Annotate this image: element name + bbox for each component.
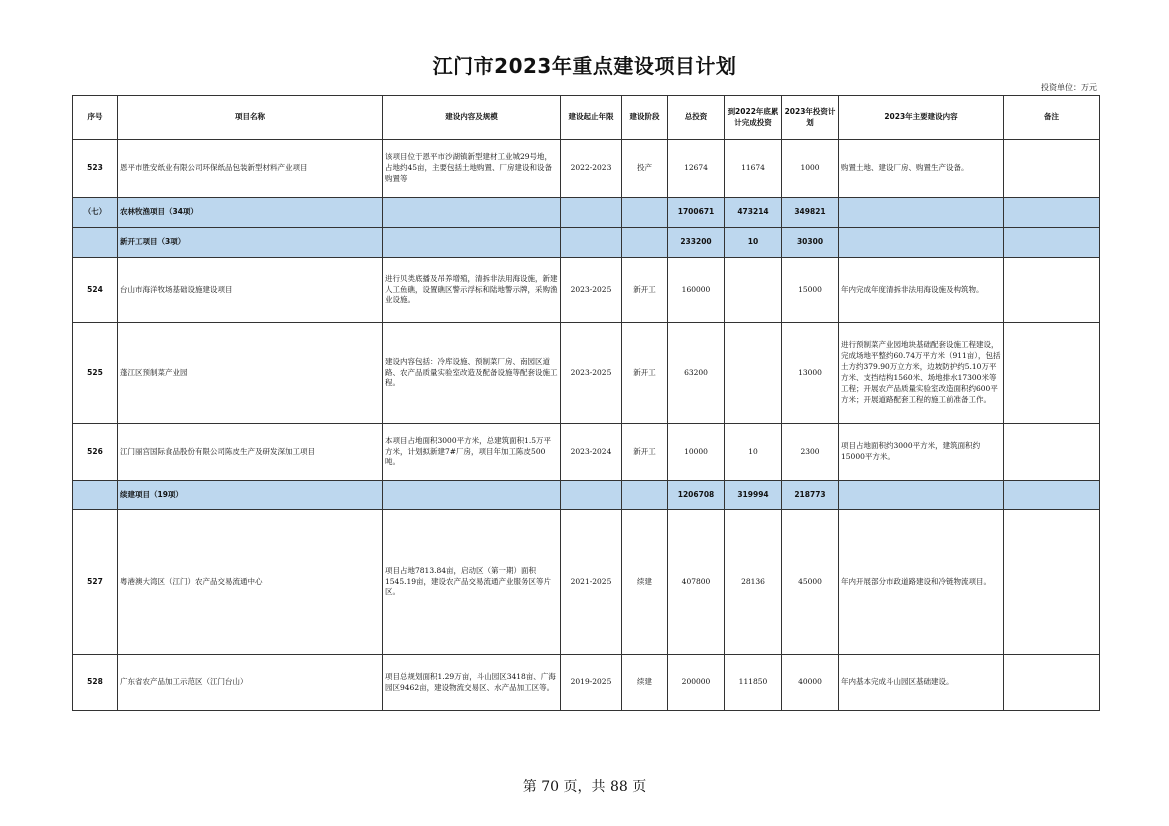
- cell-note: [1004, 258, 1100, 323]
- header-cell: 项目名称: [118, 96, 383, 140]
- cell-no: （七）: [73, 198, 118, 228]
- header-cell: 序号: [73, 96, 118, 140]
- cell-main: 年内开展部分市政道路建设和冷链物流项目。: [839, 510, 1004, 655]
- cell-total: 63200: [668, 323, 725, 424]
- cell-plan: 2300: [782, 424, 839, 481]
- cell-note: [1004, 140, 1100, 198]
- cell-plan: 30300: [782, 228, 839, 258]
- cell-plan: 349821: [782, 198, 839, 228]
- cell-no: 524: [73, 258, 118, 323]
- cell-name: 蓬江区预制菜产业园: [118, 323, 383, 424]
- cell-total: 200000: [668, 655, 725, 711]
- cell-content: 项目总规划面积1.29万亩，斗山园区3418亩、广海园区9462亩，建设物流交易区、水产品加工区等。: [383, 655, 561, 711]
- unit-label: 投资单位：万元: [1041, 83, 1097, 92]
- cell-total: 407800: [668, 510, 725, 655]
- cell-note: [1004, 228, 1100, 258]
- cell-done: [725, 258, 782, 323]
- cell-years: 2019-2025: [561, 655, 622, 711]
- project-table: [72, 95, 1100, 711]
- cell-no: 523: [73, 140, 118, 198]
- cell-plan: 15000: [782, 258, 839, 323]
- table-row: [73, 424, 1100, 481]
- header-cell: 总投资: [668, 96, 725, 140]
- header-cell: 2023年投资计划: [782, 96, 839, 140]
- cell-years: [561, 198, 622, 228]
- cell-no: [73, 481, 118, 510]
- cell-stage: 新开工: [622, 424, 668, 481]
- table-row: [73, 323, 1100, 424]
- cell-main: [839, 481, 1004, 510]
- cell-done: 10: [725, 424, 782, 481]
- cell-stage: [622, 228, 668, 258]
- cell-name: 粤港澳大湾区（江门）农产品交易流通中心: [118, 510, 383, 655]
- cell-content: [383, 228, 561, 258]
- cell-name: 农林牧渔项目（34项）: [118, 198, 383, 228]
- cell-total: 12674: [668, 140, 725, 198]
- cell-done: 473214: [725, 198, 782, 228]
- cell-no: 526: [73, 424, 118, 481]
- cell-done: 111850: [725, 655, 782, 711]
- cell-main: 进行预制菜产业园地块基础配套设施工程建设，完成场地平整约60.74万平方米（911亩），包括土方约379.90万立方米，边坡防护约5.10万平方米、支挡结构1560米、场地排水17300米等工程；开展农产品质量实验室改造面积约600平方米；开展道路配套工程的施工前准备工作。: [839, 323, 1004, 424]
- cell-years: 2023-2024: [561, 424, 622, 481]
- cell-no: 525: [73, 323, 118, 424]
- cell-name: 广东省农产品加工示范区（江门台山）: [118, 655, 383, 711]
- cell-main: 年内基本完成斗山园区基础建设。: [839, 655, 1004, 711]
- cell-years: 2022-2023: [561, 140, 622, 198]
- table-row: [73, 510, 1100, 655]
- cell-note: [1004, 198, 1100, 228]
- header-cell: 建设起止年限: [561, 96, 622, 140]
- cell-years: 2023-2025: [561, 258, 622, 323]
- cell-content: [383, 198, 561, 228]
- cell-plan: 40000: [782, 655, 839, 711]
- cell-main: 购置土地、建设厂房、购置生产设备。: [839, 140, 1004, 198]
- cell-done: 10: [725, 228, 782, 258]
- cell-total: 233200: [668, 228, 725, 258]
- cell-total: 1700671: [668, 198, 725, 228]
- cell-plan: 45000: [782, 510, 839, 655]
- cell-content: 项目占地7813.84亩，启动区（第一期）面积1545.19亩，建设农产品交易流通产业服务区等片区。: [383, 510, 561, 655]
- header-cell: 到2022年底累计完成投资: [725, 96, 782, 140]
- cell-content: 该项目位于恩平市沙湖镇新型建材工业城29号地，占地约45亩，主要包括土地购置、厂房建设和设备购置等: [383, 140, 561, 198]
- cell-plan: 1000: [782, 140, 839, 198]
- table-row: [73, 655, 1100, 711]
- cell-done: 319994: [725, 481, 782, 510]
- cell-stage: 新开工: [622, 323, 668, 424]
- cell-content: [383, 481, 561, 510]
- table-row: [73, 258, 1100, 323]
- cell-years: [561, 228, 622, 258]
- cell-done: 11674: [725, 140, 782, 198]
- cell-main: [839, 228, 1004, 258]
- cell-name: 续建项目（19项）: [118, 481, 383, 510]
- cell-stage: 续建: [622, 510, 668, 655]
- cell-main: [839, 198, 1004, 228]
- header-cell: 备注: [1004, 96, 1100, 140]
- header-cell: 2023年主要建设内容: [839, 96, 1004, 140]
- page-footer: 第 70 页，共 88 页: [522, 779, 647, 795]
- cell-years: 2023-2025: [561, 323, 622, 424]
- cell-stage: 续建: [622, 655, 668, 711]
- cell-no: [73, 228, 118, 258]
- cell-stage: 投产: [622, 140, 668, 198]
- cell-plan: 218773: [782, 481, 839, 510]
- cell-plan: 13000: [782, 323, 839, 424]
- table-row: [73, 140, 1100, 198]
- cell-name: 恩平市胜安纸业有限公司环保纸品包装新型材料产业项目: [118, 140, 383, 198]
- cell-name: 新开工项目（3项）: [118, 228, 383, 258]
- cell-content: 建设内容包括：冷库设施、预制菜厂房、南园区道路、农产品质量实验室改造及配备设施等配套设施工程。: [383, 323, 561, 424]
- cell-stage: 新开工: [622, 258, 668, 323]
- cell-note: [1004, 655, 1100, 711]
- header-cell: 建设阶段: [622, 96, 668, 140]
- group-row: [73, 481, 1100, 510]
- cell-total: 10000: [668, 424, 725, 481]
- cell-name: 江门丽宫国际食品股份有限公司陈皮生产及研发深加工项目: [118, 424, 383, 481]
- cell-total: 160000: [668, 258, 725, 323]
- cell-stage: [622, 481, 668, 510]
- cell-no: 528: [73, 655, 118, 711]
- page-title: 江门市2023年重点建设项目计划: [432, 54, 737, 78]
- cell-years: 2021-2025: [561, 510, 622, 655]
- cell-main: 年内完成年度清拆非法用海设施及构筑物。: [839, 258, 1004, 323]
- cell-main: 项目占地面积约3000平方米，建筑面积约15000平方米。: [839, 424, 1004, 481]
- cell-note: [1004, 323, 1100, 424]
- cell-total: 1206708: [668, 481, 725, 510]
- group-row: [73, 198, 1100, 228]
- cell-years: [561, 481, 622, 510]
- cell-name: 台山市海洋牧场基础设施建设项目: [118, 258, 383, 323]
- cell-content: 进行贝类底播及吊养增殖，清拆非法用海设施，新建人工鱼礁，设置礁区警示浮标和陆地警示牌，采购渔业设施。: [383, 258, 561, 323]
- cell-stage: [622, 198, 668, 228]
- cell-note: [1004, 481, 1100, 510]
- cell-done: [725, 323, 782, 424]
- cell-no: 527: [73, 510, 118, 655]
- header-row: [73, 96, 1100, 140]
- cell-note: [1004, 510, 1100, 655]
- group-row: [73, 228, 1100, 258]
- cell-note: [1004, 424, 1100, 481]
- cell-content: 本项目占地面积3000平方米，总建筑面积1.5万平方米，计划拟新建7#厂房，项目年加工陈皮500吨。: [383, 424, 561, 481]
- cell-done: 28136: [725, 510, 782, 655]
- header-cell: 建设内容及规模: [383, 96, 561, 140]
